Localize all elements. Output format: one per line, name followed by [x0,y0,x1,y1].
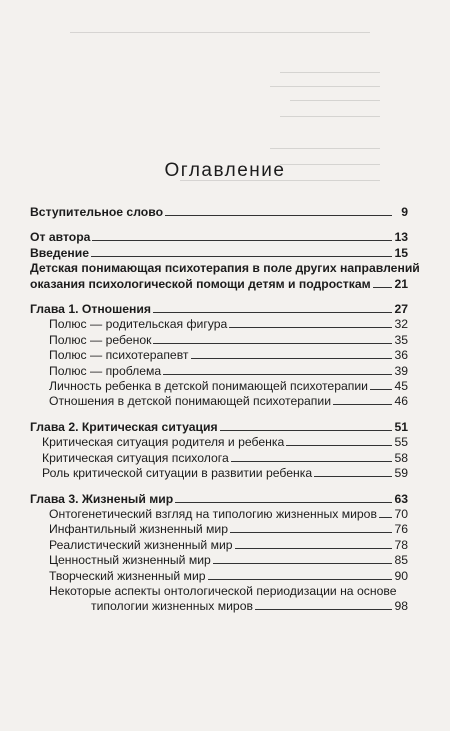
toc-entry[interactable] [30,492,408,507]
toc-page-number: 98 [394,599,408,614]
toc-entry[interactable] [30,364,408,379]
toc-entry-title: Роль критической ситуации в развитии ребенка [42,466,313,481]
toc-leader [165,215,392,216]
toc-page-number: 35 [394,332,408,347]
toc-entry-title: Полюс — ребенок [49,332,152,347]
toc-entry-title: Ценностный жизненный мир [49,553,211,568]
toc-entry-title: Глава 2. Критическая ситуация [30,419,218,434]
toc-entry-title: Глава 1. Отношения [30,302,152,317]
toc-entry[interactable] [30,569,408,584]
toc-entry-title: От автора [30,230,91,245]
toc-page-number: 70 [394,506,408,521]
section-gap [30,410,408,420]
toc-entry-title: Критическая ситуация родителя и ребенка [42,435,285,450]
toc-page-number: 39 [394,363,408,378]
toc-entry[interactable] [30,379,408,394]
toc-entry[interactable] [30,205,408,220]
toc-entry[interactable] [30,584,408,615]
toc-page-number: 63 [394,491,408,506]
section-gap [30,292,408,302]
toc-page-number: 58 [394,450,408,465]
toc-leader [230,532,392,533]
toc-leader [235,548,392,549]
toc-leader [92,240,392,241]
toc-page-number: 32 [394,317,408,332]
toc-entry[interactable] [30,230,408,245]
toc-page-number: 13 [394,230,408,245]
toc-leader [333,404,392,405]
toc-entry[interactable] [30,451,408,466]
toc-leader [153,343,392,344]
toc-entry-title: Творческий жизненный мир [49,568,206,583]
toc-leader [314,476,392,477]
toc-leader [220,430,392,431]
toc-entry-title: Личность ребенка в детской понимающей психотерапии [49,379,368,394]
toc-entry-title: Полюс — проблема [49,363,162,378]
toc-page-number: 15 [394,245,408,260]
toc-entry[interactable] [30,317,408,332]
toc-entry[interactable] [30,333,408,348]
toc-entry-title: Глава 3. Жизненый мир [30,491,174,506]
toc-page-number: 76 [394,522,408,537]
toc-entry[interactable] [30,435,408,450]
toc-leader [231,461,392,462]
toc-entry-title: Вступительное слово [30,205,164,219]
toc-page-number: 9 [401,205,408,219]
toc-entry-title-line2: оказания психологической помощи детям и подросткам [30,276,371,291]
toc-leader [370,389,392,390]
toc-entry-title-line1: Некоторые аспекты онтологической периодизации на основе [49,583,397,598]
section-gap [30,220,408,230]
toc-leader [191,358,393,359]
toc-page-number: 85 [394,553,408,568]
toc-entry[interactable] [30,246,408,261]
toc-leader [229,327,392,328]
toc-leader [213,563,392,564]
toc-leader [175,502,392,503]
toc-entry[interactable] [30,538,408,553]
toc-entry[interactable] [30,553,408,568]
toc-entry-title: Полюс — психотерапевт [49,348,189,363]
toc-entry[interactable] [30,507,408,522]
toc-leader [255,609,392,610]
toc-entry[interactable] [30,394,408,409]
toc-entry[interactable] [30,522,408,537]
toc-page-number: 21 [394,276,408,291]
toc-page-number: 36 [394,348,408,363]
toc-entry-title: Реалистический жизненный мир [49,537,233,552]
toc-page-number: 51 [394,419,408,434]
toc-page-number: 90 [394,568,408,583]
toc-page-number: 55 [394,435,408,450]
toc-entry-title: Онтогенетический взгляд на типологию жизненных миров [49,506,377,521]
section-gap [30,482,408,492]
table-of-contents [30,205,420,615]
toc-entry[interactable] [30,466,408,481]
toc-leader [153,312,392,313]
toc-leader [379,517,392,518]
toc-entry-title: Введение [30,245,90,260]
toc-page-number: 27 [394,302,408,317]
toc-entry[interactable] [30,420,408,435]
toc-leader [208,579,392,580]
toc-leader [373,287,392,288]
toc-leader [91,256,392,257]
toc-entry-title-line2: типологии жизненных миров [91,599,253,614]
page-title: Оглавление [164,160,286,181]
toc-entry[interactable] [30,302,408,317]
toc-entry-title-line1: Детская понимающая психотерапия в поле других направлений [30,261,420,276]
toc-page-number: 78 [394,537,408,552]
toc-entry[interactable] [30,261,420,292]
toc-leader [286,445,392,446]
toc-entry-title: Инфантильный жизненный мир [49,522,228,537]
toc-leader [163,374,392,375]
toc-page-number: 59 [394,466,408,481]
toc-page-number: 45 [394,379,408,394]
toc-page-number: 46 [394,394,408,409]
toc-entry-title: Критическая ситуация психолога [42,450,229,465]
toc-entry-title: Полюс — родительская фигура [49,317,228,332]
toc-entry[interactable] [30,348,408,363]
toc-entry-title: Отношения в детской понимающей психотерапии [49,394,332,409]
